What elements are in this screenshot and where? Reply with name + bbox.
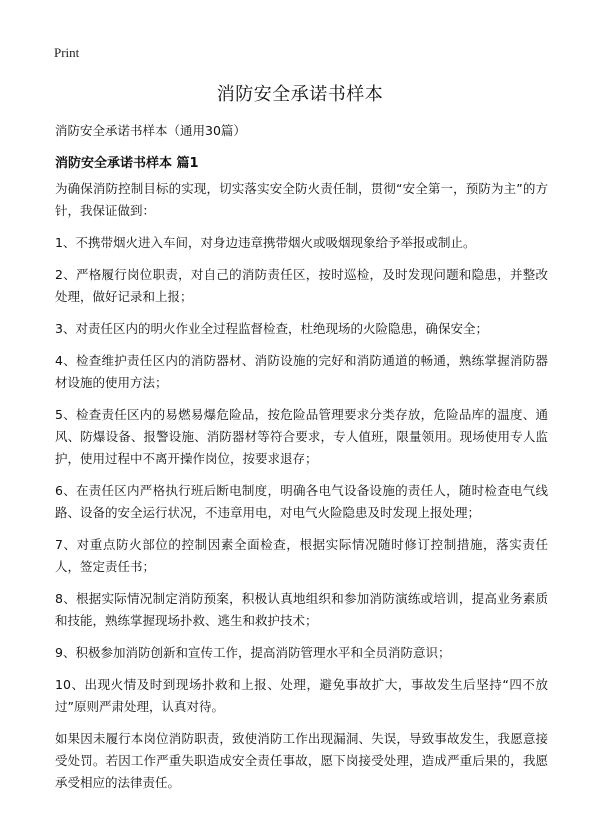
paragraph-item-2: 2、严格履行岗位职责，对自己的消防责任区，按时巡检，及时发现问题和隐患，并整改处理，做好记录和上报； [55,267,548,304]
document-body [55,178,548,804]
page-title: 消防安全承诺书样本 [216,84,384,105]
paragraph-item-3: 3、对责任区内的明火作业全过程监督检查，杜绝现场的火险隐患，确保安全； [55,321,488,336]
section-heading: 消防安全承诺书样本 篇1 [55,156,199,171]
paragraph-intro: 为确保消防控制目标的实现，切实落实安全防火责任制，贯彻“安全第一，预防为主”的方针，我保证做到： [55,181,548,218]
document-subtitle: 消防安全承诺书样本（通用30篇） [55,123,246,138]
paragraph-item-1: 1、不携带烟火进入车间，对身边违章携带烟火或吸烟现象给予举报或制止。 [55,235,476,250]
paragraph-item-6: 6、在责任区内严格执行班后断电制度，明确各电气设备设施的责任人，随时检查电气线路、设备的安全运行状况，不违章用电，对电气火险隐患及时发现上报处理； [55,483,548,520]
paragraph-closing: 如果因未履行本岗位消防职责，致使消防工作出现漏洞、失误，导致事故发生，我愿意接受处罚。若因工作严重失职造成安全责任事故，愿下岗接受处理，造成严重后果的，我愿承受相应的法律责任。 [55,731,548,790]
paragraph-item-7: 7、对重点防火部位的控制因素全面检查，根据实际情况随时修订控制措施，落实责任人，签定责任书； [55,537,548,574]
print-link[interactable]: Print [54,45,80,60]
paragraph-item-9: 9、积极参加消防创新和宣传工作，提高消防管理水平和全员消防意识； [55,645,451,660]
paragraph-item-5: 5、检查责任区内的易燃易爆危险品，按危险品管理要求分类存放，危险品库的温度、通风、防爆设备、报警设施、消防器材等符合要求，专人值班，限量领用。现场使用专人监护，使用过程中不离开操作岗位，按要求退存； [55,407,548,466]
paragraph-item-4: 4、检查维护责任区内的消防器材、消防设施的完好和消防通道的畅通，熟练掌握消防器材设施的使用方法； [55,353,548,390]
paragraph-item-10: 10、出现火情及时到现场扑救和上报、处理，避免事故扩大，事故发生后坚持“四不放过”原则严肃处理，认真对待。 [55,677,548,714]
paragraph-item-8: 8、根据实际情况制定消防预案，积极认真地组织和参加消防演练或培训，提高业务素质和技能，熟练掌握现场扑救、逃生和救护技术； [55,591,548,628]
